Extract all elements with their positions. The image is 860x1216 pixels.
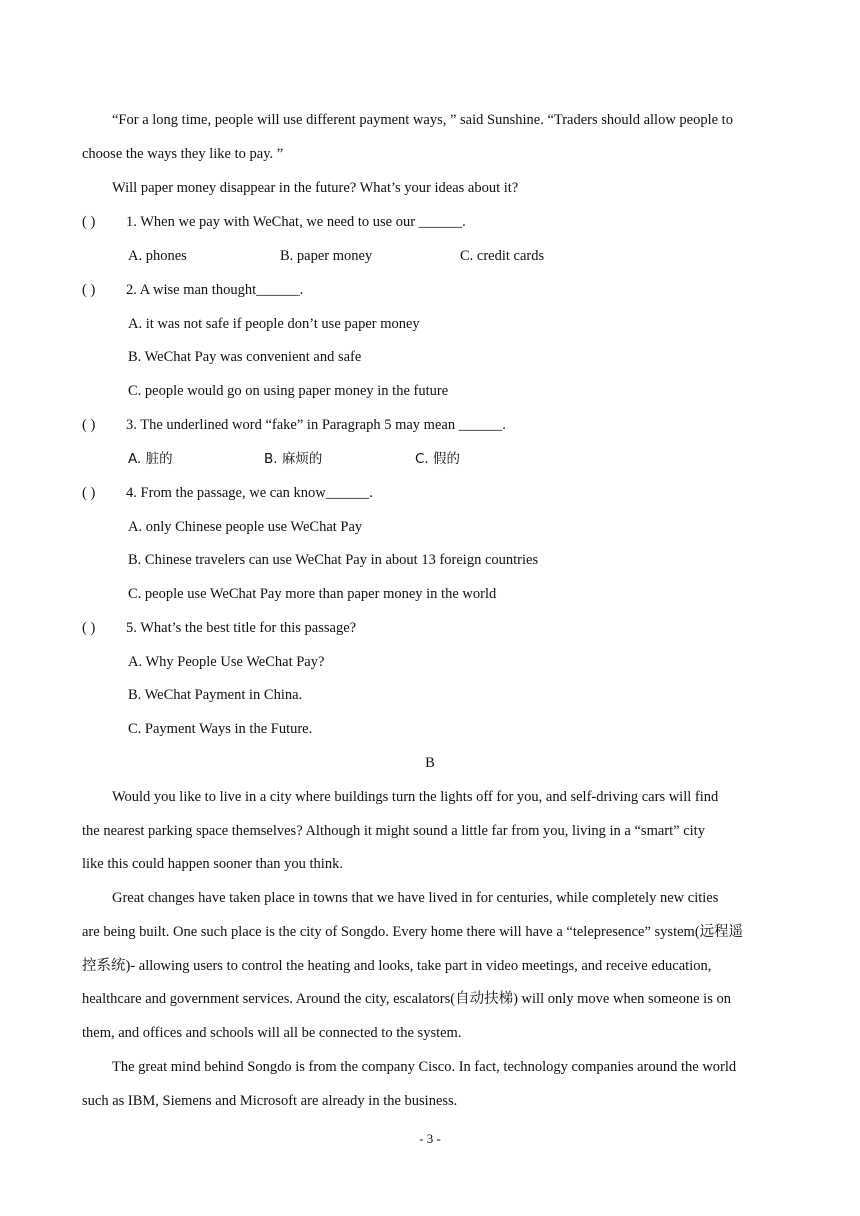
- page-number: - 3 -: [419, 1131, 441, 1146]
- option: B. WeChat Payment in China.: [128, 687, 303, 703]
- answer-blank: ( ): [82, 620, 96, 636]
- section-label: B: [425, 755, 435, 771]
- option: A. phones: [128, 248, 187, 264]
- question-text: 5. What’s the best title for this passage?: [126, 620, 357, 636]
- passage-b-paragraph-line: the nearest parking space themselves? Although it might sound a little far from you, living in a “smart” city: [82, 823, 705, 839]
- option: B. WeChat Pay was convenient and safe: [128, 349, 362, 365]
- question-text: 1. When we pay with WeChat, we need to use our ______.: [126, 214, 466, 230]
- option: B. Chinese travelers can use WeChat Pay in about 13 foreign countries: [128, 552, 539, 568]
- answer-blank: ( ): [82, 282, 96, 298]
- option: A. Why People Use WeChat Pay?: [128, 654, 325, 670]
- question-text: 2. A wise man thought______.: [126, 282, 304, 298]
- option: A. it was not safe if people don’t use paper money: [128, 316, 420, 332]
- option: A. 脏的: [128, 451, 173, 467]
- option: C. credit cards: [460, 248, 545, 264]
- passage-a-paragraph-line: choose the ways they like to pay. ”: [82, 146, 284, 162]
- answer-blank: ( ): [82, 214, 96, 230]
- passage-a-paragraph-line: Will paper money disappear in the future? What’s your ideas about it?: [112, 180, 519, 196]
- passage-b-paragraph-line: The great mind behind Songdo is from the company Cisco. In fact, technology companies around the world: [112, 1059, 737, 1075]
- passage-b-paragraph-line: Great changes have taken place in towns that we have lived in for centuries, while completely new cities: [112, 890, 719, 906]
- passage-b-paragraph-line: them, and offices and schools will all be connected to the system.: [82, 1025, 462, 1041]
- option: B. paper money: [280, 248, 373, 264]
- answer-blank: ( ): [82, 485, 96, 501]
- answer-blank: ( ): [82, 417, 96, 433]
- option: B. 麻烦的: [264, 451, 323, 467]
- passage-b-paragraph-line: are being built. One such place is the city of Songdo. Every home there will have a “telepresence” system(远程遥: [82, 924, 744, 940]
- passage-b-paragraph-line: such as IBM, Siemens and Microsoft are already in the business.: [82, 1093, 458, 1109]
- passage-a-paragraph-line: “For a long time, people will use different payment ways, ” said Sunshine. “Traders should allow people to: [112, 112, 733, 128]
- passage-b-paragraph-line: Would you like to live in a city where buildings turn the lights off for you, and self-driving cars will find: [112, 789, 719, 805]
- option: C. 假的: [415, 451, 461, 467]
- passage-b-paragraph-line: like this could happen sooner than you think.: [82, 856, 343, 872]
- option: C. people use WeChat Pay more than paper money in the world: [128, 586, 497, 602]
- question-text: 4. From the passage, we can know______.: [126, 485, 373, 501]
- question-text: 3. The underlined word “fake” in Paragraph 5 may mean ______.: [126, 417, 506, 433]
- passage-b-paragraph-line: 控系统)- allowing users to control the heating and looks, take part in video meetings, and receive education,: [82, 958, 712, 974]
- option: C. Payment Ways in the Future.: [128, 721, 313, 737]
- option: A. only Chinese people use WeChat Pay: [128, 519, 363, 535]
- option: C. people would go on using paper money in the future: [128, 383, 449, 399]
- passage-b-paragraph-line: healthcare and government services. Around the city, escalators(自动扶梯) will only move when someone is on: [82, 991, 731, 1007]
